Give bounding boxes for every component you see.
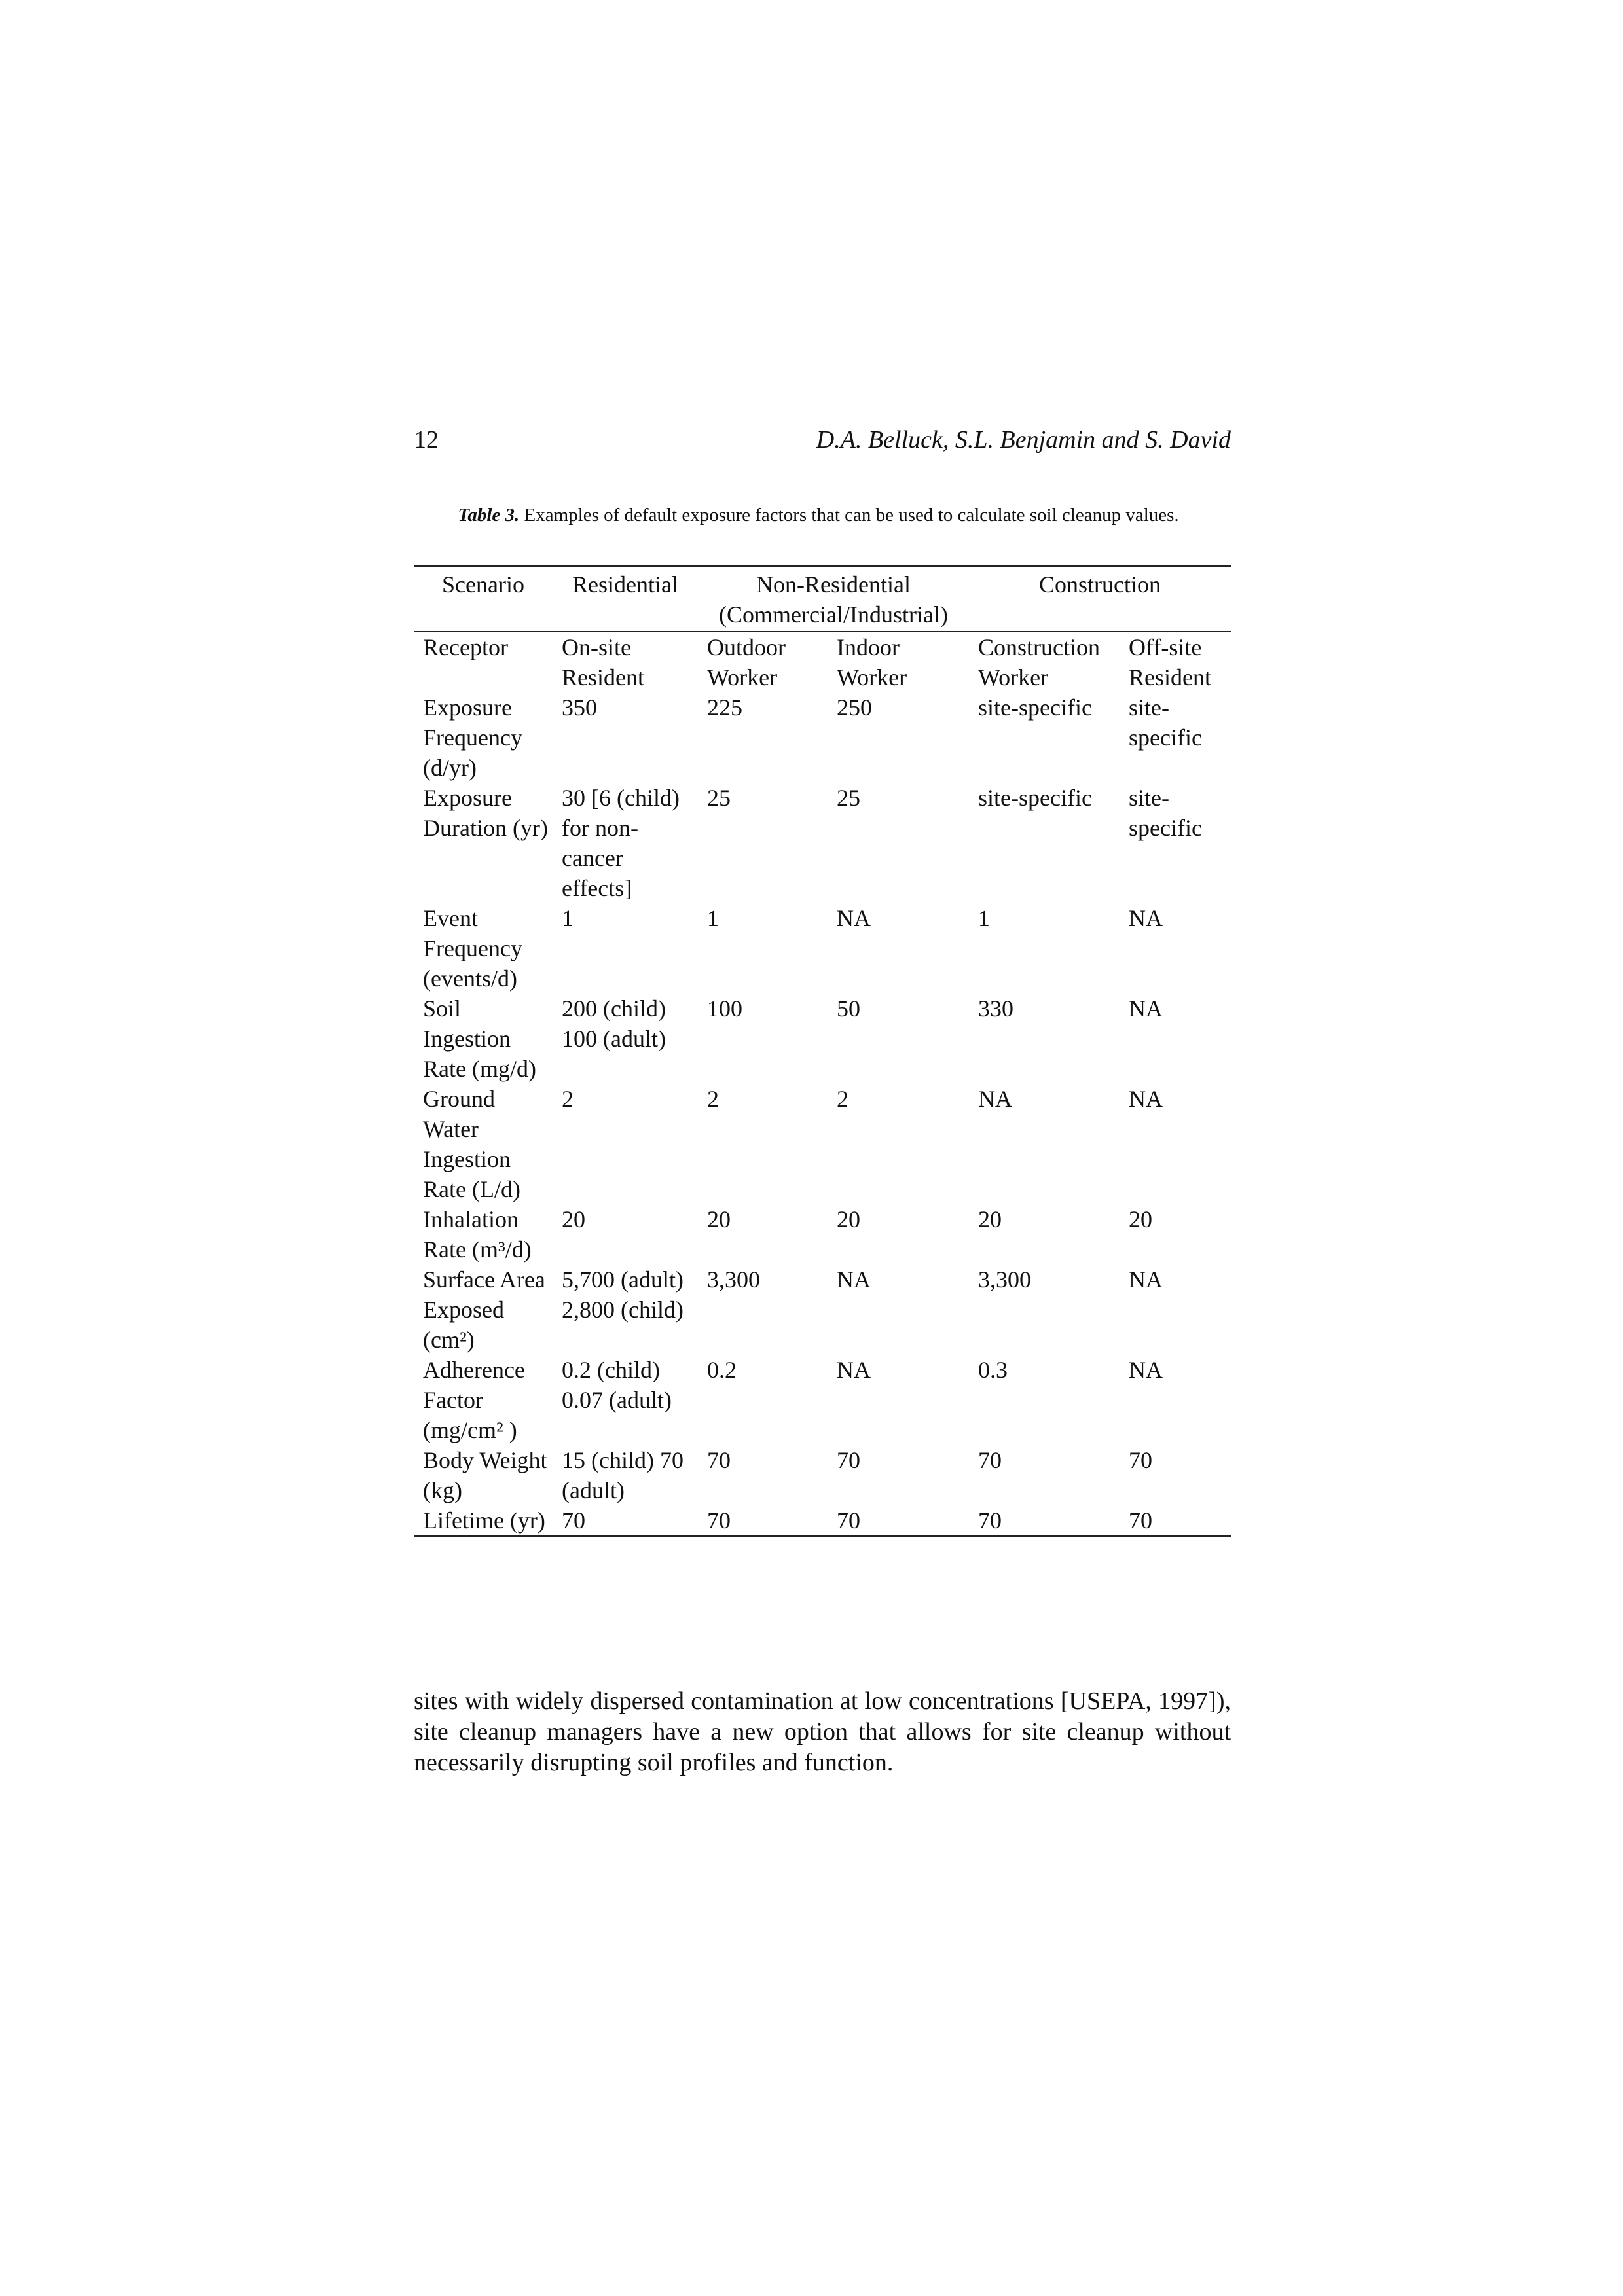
row-label: Soil Ingestion Rate (mg/d) <box>423 996 536 1082</box>
table-cell: 2 <box>837 1086 848 1112</box>
table-caption <box>426 504 1211 526</box>
row-label: Exposure Frequency (d/yr) <box>423 694 522 781</box>
table-cell: NA <box>837 1357 871 1383</box>
table-cell: site-specific <box>1129 694 1202 751</box>
table-cell: 330 <box>978 996 1013 1022</box>
row-label: Ground Water Ingestion Rate (L/d) <box>423 1086 520 1202</box>
table-cell: 350 <box>562 694 597 721</box>
table-cell: 70 <box>562 1507 585 1534</box>
table-cell: 100 <box>707 996 742 1022</box>
table-cell: 70 <box>978 1507 1002 1534</box>
table-row <box>414 1265 1231 1355</box>
table-cell: NA <box>1129 996 1163 1022</box>
row-label: Adherence Factor (mg/cm² ) <box>423 1357 525 1443</box>
row-label: Inhalation Rate (m³/d) <box>423 1206 532 1263</box>
row-label: Lifetime (yr) <box>423 1507 545 1534</box>
table-row <box>414 1084 1231 1204</box>
table-cell: Indoor Worker <box>828 632 969 692</box>
table-cell: 70 <box>837 1507 860 1534</box>
table-cell: 20 <box>837 1206 860 1232</box>
table-cell: 20 <box>978 1206 1002 1232</box>
page-number: 12 <box>414 426 439 454</box>
row-label: Surface Area Exposed (cm²) <box>423 1266 545 1353</box>
table-cell: NA <box>837 905 871 931</box>
table-cell: NA <box>837 1266 871 1293</box>
table-cell: 70 <box>837 1447 860 1473</box>
table-row <box>414 783 1231 903</box>
header-residential: Residential <box>572 571 678 598</box>
table-cell: 70 <box>978 1447 1002 1473</box>
table-cell: 5,700 (adult) 2,800 (child) <box>562 1266 684 1323</box>
table-cell: 25 <box>707 785 731 811</box>
table-row <box>414 1445 1231 1505</box>
table-cell: 3,300 <box>978 1266 1031 1293</box>
header-non-residential: Non-Residential (Commercial/Industrial) <box>719 571 948 628</box>
table-row <box>414 1355 1231 1445</box>
table-cell: 250 <box>837 694 872 721</box>
table-row <box>414 632 1231 692</box>
table-row <box>414 1204 1231 1265</box>
table-cell: NA <box>1129 1266 1163 1293</box>
row-label: Exposure Duration (yr) <box>423 785 548 841</box>
table-cell: site-specific <box>1129 785 1202 841</box>
table-cell: On-site Resident <box>553 632 698 692</box>
table-cell: 0.2 <box>707 1357 737 1383</box>
row-label: Event Frequency (events/d) <box>423 905 522 992</box>
table-row <box>414 1505 1231 1535</box>
table-caption-label: Table 3. <box>458 505 520 526</box>
table-cell: 200 (child) 100 (adult) <box>562 996 666 1052</box>
table-cell: 0.3 <box>978 1357 1008 1383</box>
table-cell: NA <box>1129 1357 1163 1383</box>
table-body <box>414 632 1231 1535</box>
table-cell: 0.2 (child) 0.07 (adult) <box>562 1357 672 1413</box>
row-label: Body Weight (kg) <box>423 1447 547 1503</box>
table-cell: 70 <box>707 1507 731 1534</box>
table-cell: site-specific <box>978 694 1092 721</box>
running-head-authors: D.A. Belluck, S.L. Benjamin and S. David <box>816 426 1231 454</box>
table-cell: NA <box>978 1086 1012 1112</box>
table-cell: site-specific <box>978 785 1092 811</box>
table-row <box>414 994 1231 1084</box>
table-cell: 70 <box>1129 1507 1152 1534</box>
table-row <box>414 692 1231 783</box>
table-cell: 50 <box>837 996 860 1022</box>
table-cell: 225 <box>707 694 742 721</box>
table-cell: 20 <box>707 1206 731 1232</box>
table-cell: 70 <box>707 1447 731 1473</box>
table-cell: Outdoor Worker <box>698 632 828 692</box>
table-cell: NA <box>1129 1086 1163 1112</box>
table-caption-text: Examples of default exposure factors that can be used to calculate soil cleanup values. <box>524 505 1179 526</box>
table-cell: 70 <box>1129 1447 1152 1473</box>
table-cell: 30 [6 (child) for non-cancer effects] <box>562 785 680 901</box>
table-cell: 2 <box>707 1086 719 1112</box>
table-cell: 20 <box>1129 1206 1152 1232</box>
table-cell: 20 <box>562 1206 585 1232</box>
table-cell: 1 <box>562 905 574 931</box>
table-cell: 25 <box>837 785 860 811</box>
table-cell: 2 <box>562 1086 574 1112</box>
table-cell: Off-site Resident <box>1120 632 1231 692</box>
header-construction: Construction <box>1039 571 1161 598</box>
exposure-factors-table <box>414 565 1231 1537</box>
table-cell: Construction Worker <box>969 632 1120 692</box>
table-cell: 15 (child) 70 (adult) <box>562 1447 684 1503</box>
header-scenario: Scenario <box>442 571 524 598</box>
table-cell: 1 <box>978 905 990 931</box>
row-label: Receptor <box>414 632 553 692</box>
table-cell: NA <box>1129 905 1163 931</box>
table-cell: 1 <box>707 905 719 931</box>
body-paragraph: sites with widely dispersed contamination at low concentrations [USEPA, 1997]), site cleanup managers have a new option that allows for site cleanup without necessarily disrupting soil profiles and function. <box>414 1687 1231 1776</box>
table-cell: 3,300 <box>707 1266 760 1293</box>
table-header-row <box>414 567 1231 632</box>
table-row <box>414 903 1231 994</box>
